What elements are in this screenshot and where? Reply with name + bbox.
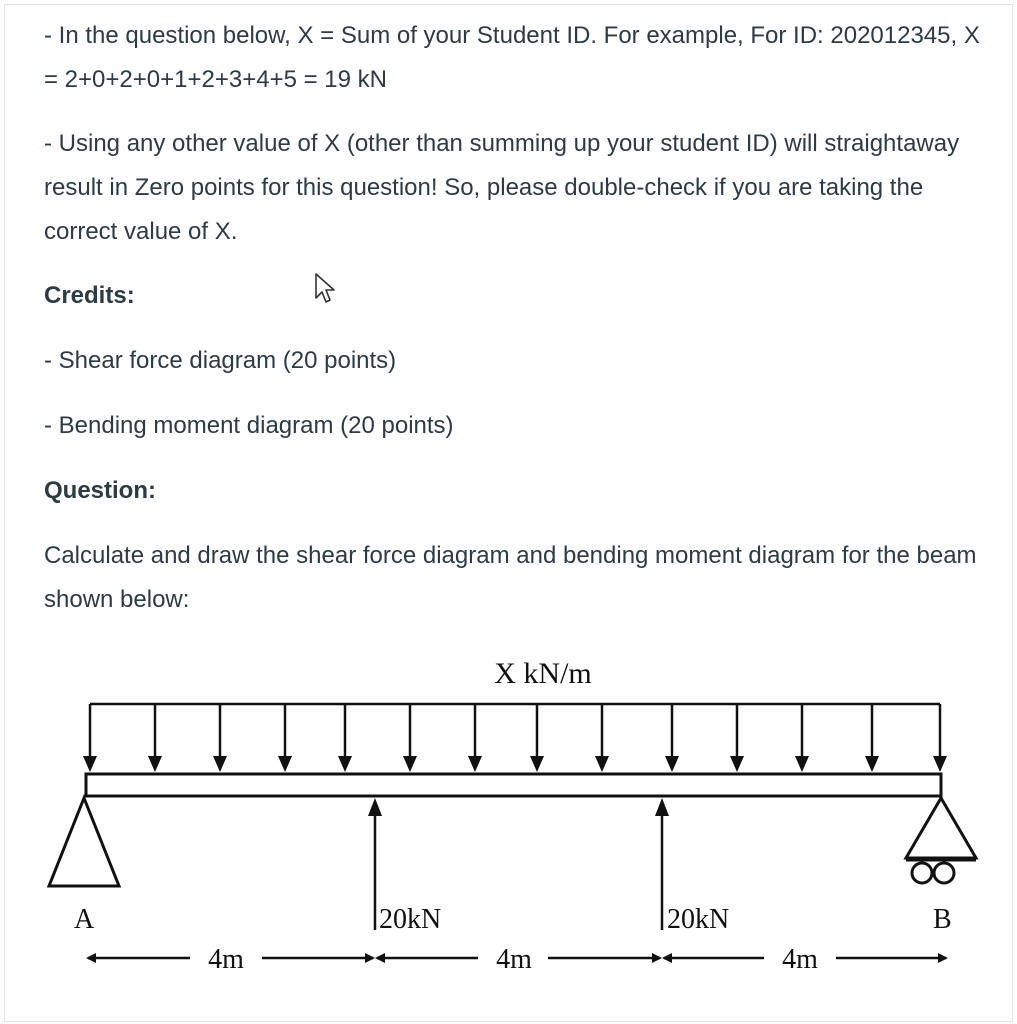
span-2-label: 4m [496,944,532,975]
support-a-pin-icon [49,798,119,886]
support-b-label: B [933,904,952,935]
question-text: Calculate and draw the shear force diagram and bending moment diagram for the beam shown below: [44,542,977,613]
instruction-paragraph-1: - In the question below, X = Sum of your Student ID. For example, For ID: 202012345, X = 2+0+2+0+1+2+3+4+5 = 19 kN [44,22,980,93]
credit-item-bending: - Bending moment diagram (20 points) [44,412,454,439]
support-a-label: A [74,904,95,935]
mouse-pointer-icon [314,272,340,304]
span-3-label: 4m [782,944,818,975]
distributed-load-arrows [83,704,947,772]
credit-item-shear: - Shear force diagram (20 points) [44,347,397,374]
credits-heading: Credits: [44,282,135,309]
span-1-label: 4m [208,944,244,975]
support-b-roller-icon [906,798,976,883]
question-content [44,14,984,622]
beam-diagram [40,640,985,980]
beam [86,774,941,796]
point-load-2-label: 20kN [667,904,730,935]
question-heading: Question: [44,477,156,504]
instruction-paragraph-2: - Using any other value of X (other than summing up your student ID) will straightaway result in Zero points for this question! So, please double-check if you are taking the correct value of X. [44,130,960,245]
point-load-1-label: 20kN [379,904,442,935]
distributed-load-label: X kN/m [494,657,592,690]
